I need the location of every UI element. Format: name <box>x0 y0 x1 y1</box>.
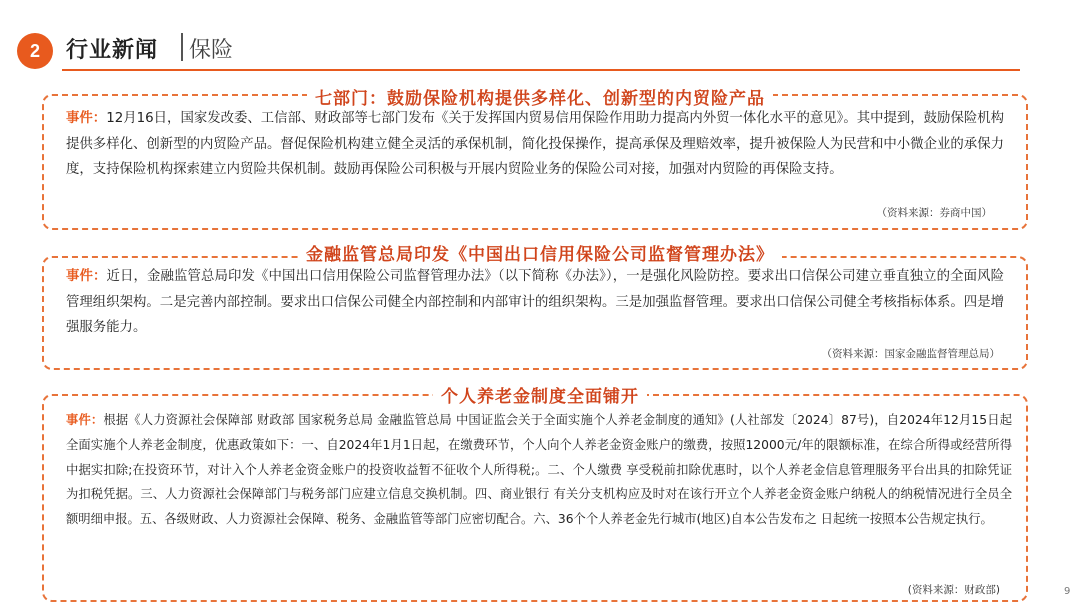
news-title-2: 金融监管总局印发《中国出口信用保险公司监督管理办法》 <box>0 240 1080 265</box>
section-number-badge: 2 <box>17 33 53 69</box>
news-body-1: 事件：12月16日，国家发改委、工信部、财政部等七部门发布《关于发挥国内贸易信用保险作用助力提高内外贸一体化水平的意见》。其中提到，鼓励保险机构提供多样化、创新型的内贸险产品。督促保险机构建立健全灵活的承保机制，简化投保操作，提高承保及理赔效率，提升被保险人为民营和中小微企业的承保力度，支持保险机构探索建立内贸险共保机制。鼓励再保险公司积极与开展内贸险业务的保险公司对接，加强对内贸险的再保险支持。 <box>66 111 1005 177</box>
news-source-3: (资料来源：财政部) <box>907 584 1000 596</box>
event-label: 事件： <box>66 111 107 126</box>
news-title-1: 七部门：鼓励保险机构提供多样化、创新型的内贸险产品 <box>0 84 1080 109</box>
news-body-3: 事件：根据《人力资源社会保障部 财政部 国家税务总局 金融监管总局 中国证监会关于全面实施个人养老金制度的通知》(人社部发〔2024〕87号)，自2024年12月15日起全面实施个人养老金制度，优惠政策如下：一、自2024年1月1日起，在缴费环节，个人向个人养老金资金账户的缴费，按照12000元/年的限额标准，在综合所得或经营所得中据实扣除;在投资环节，对计入个人养老金资金账户的投资收益暂不征收个人所得税;。二、个人缴费 享受税前扣除优惠时，以个人养老金信息管理服务平台出具的扣除凭证为扣税凭据。三、人力资源社会保障部门与税务部门应建立信息交换机制。四、商业银行 有关分支机构应及时对在该行开立个人养老金资金账户纳税人的纳税情况进行全员全额明细申报。五、各级财政、人力资源社会保障、税务、金融监管等部门应密切配合。六、36个个人养老金先行城市(地区)自本公告发布之 日起统一按照本公告规定执行。 <box>66 413 1012 527</box>
news-body-2: 事件：近日，金融监管总局印发《中国出口信用保险公司监督管理办法》（以下简称《办法》），一是强化风险防控。要求出口信保公司建立垂直独立的全面风险管理组织架构。二是完善内部控制。要求出口信保公司健全内部控制和内部审计的组织架构。三是加强监督管理。要求出口信保公司健全考核指标体系。四是增强服务能力。 <box>66 269 1005 335</box>
event-label: 事件： <box>66 269 107 284</box>
page-number: 9 <box>1064 586 1071 597</box>
header-rule <box>62 69 1020 71</box>
news-title-3: 个人养老金制度全面铺开 <box>0 382 1080 407</box>
news-source-2: （资料来源：国家金融监督管理总局） <box>821 348 1000 360</box>
page-title: 行业新闻 <box>66 38 159 63</box>
news-source-1: （资料来源：券商中国） <box>876 207 992 219</box>
slide-header <box>0 0 1080 70</box>
event-label: 事件： <box>66 413 104 427</box>
title-divider <box>181 33 183 61</box>
page-subtitle: 保险 <box>189 38 234 63</box>
